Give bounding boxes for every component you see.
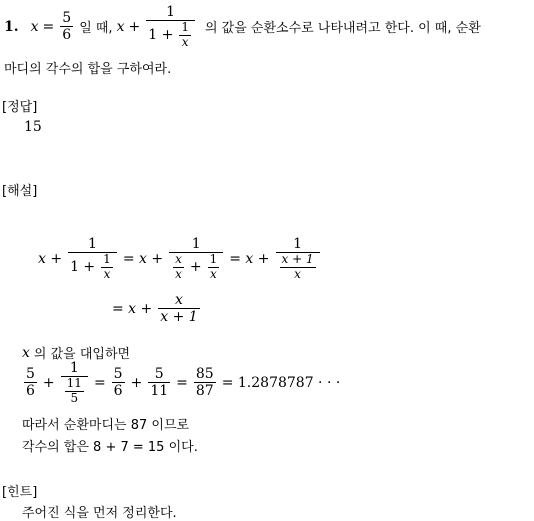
plus-sign: + <box>128 18 141 35</box>
answer-header: [정답] <box>2 100 38 115</box>
step3-fraction: $\frac{1}{\frac{x + 1}{x}}$ <box>276 236 320 282</box>
hint-text: 주어진 식을 먼저 정리한다. <box>22 506 177 521</box>
step1-fraction: 1 1 + $\frac{1}{x}$ <box>68 236 117 282</box>
expr-x: x <box>116 18 125 35</box>
equals-sign: = <box>42 18 55 35</box>
substitution-line: x 의 값을 대입하면 <box>22 344 131 362</box>
problem-number: 1. <box>4 18 19 35</box>
answer-value: 15 <box>24 119 42 135</box>
problem-text-line2: 마디의 각수의 합을 구하여라. <box>4 62 172 77</box>
calculation-line: $\frac{5}{6}$ + $\frac{1}{\frac{11}{5}}$ = $\frac{5}{6}$ + $\frac{5}{11}$ = $\frac{85}{87}$ = 1.2878787 · · · <box>26 360 341 405</box>
fraction-five-sixths: $\frac{5}{6}$ <box>62 10 72 44</box>
solution-step1: x + 1 1 + $\frac{1}{x}$ = x + 1 $\frac{x}{x}$ + $\frac{1}{x}$ = x + $\frac{1}{\frac{x + 1}{x}}$ <box>38 236 322 282</box>
problem-text-when: 일 때, <box>79 21 113 37</box>
step2-fraction: 1 $\frac{x}{x}$ + $\frac{1}{x}$ <box>169 236 223 282</box>
inner-fraction: $\frac{1}{x}$ <box>181 20 189 49</box>
solution-step4: = x + $\frac{x}{x + 1}$ <box>112 292 198 326</box>
hint-header: [힌트] <box>2 485 38 500</box>
problem-statement <box>4 4 481 50</box>
problem-text-tail: 의 값을 순환소수로 나타내려고 한다. 이 때, 순환 <box>204 21 481 37</box>
conclusion-line1: 따라서 순환마디는 87 이므로 <box>22 418 190 433</box>
problem-lhs: x <box>30 18 39 35</box>
conclusion-line2: 각수의 합은 8 + 7 = 15 이다. <box>22 440 198 455</box>
continued-fraction: 1 1 + $\frac{1}{x}$ <box>146 4 195 50</box>
step4-fraction: $\frac{x}{x + 1}$ <box>160 292 198 326</box>
solution-header: [해설] <box>2 184 38 199</box>
